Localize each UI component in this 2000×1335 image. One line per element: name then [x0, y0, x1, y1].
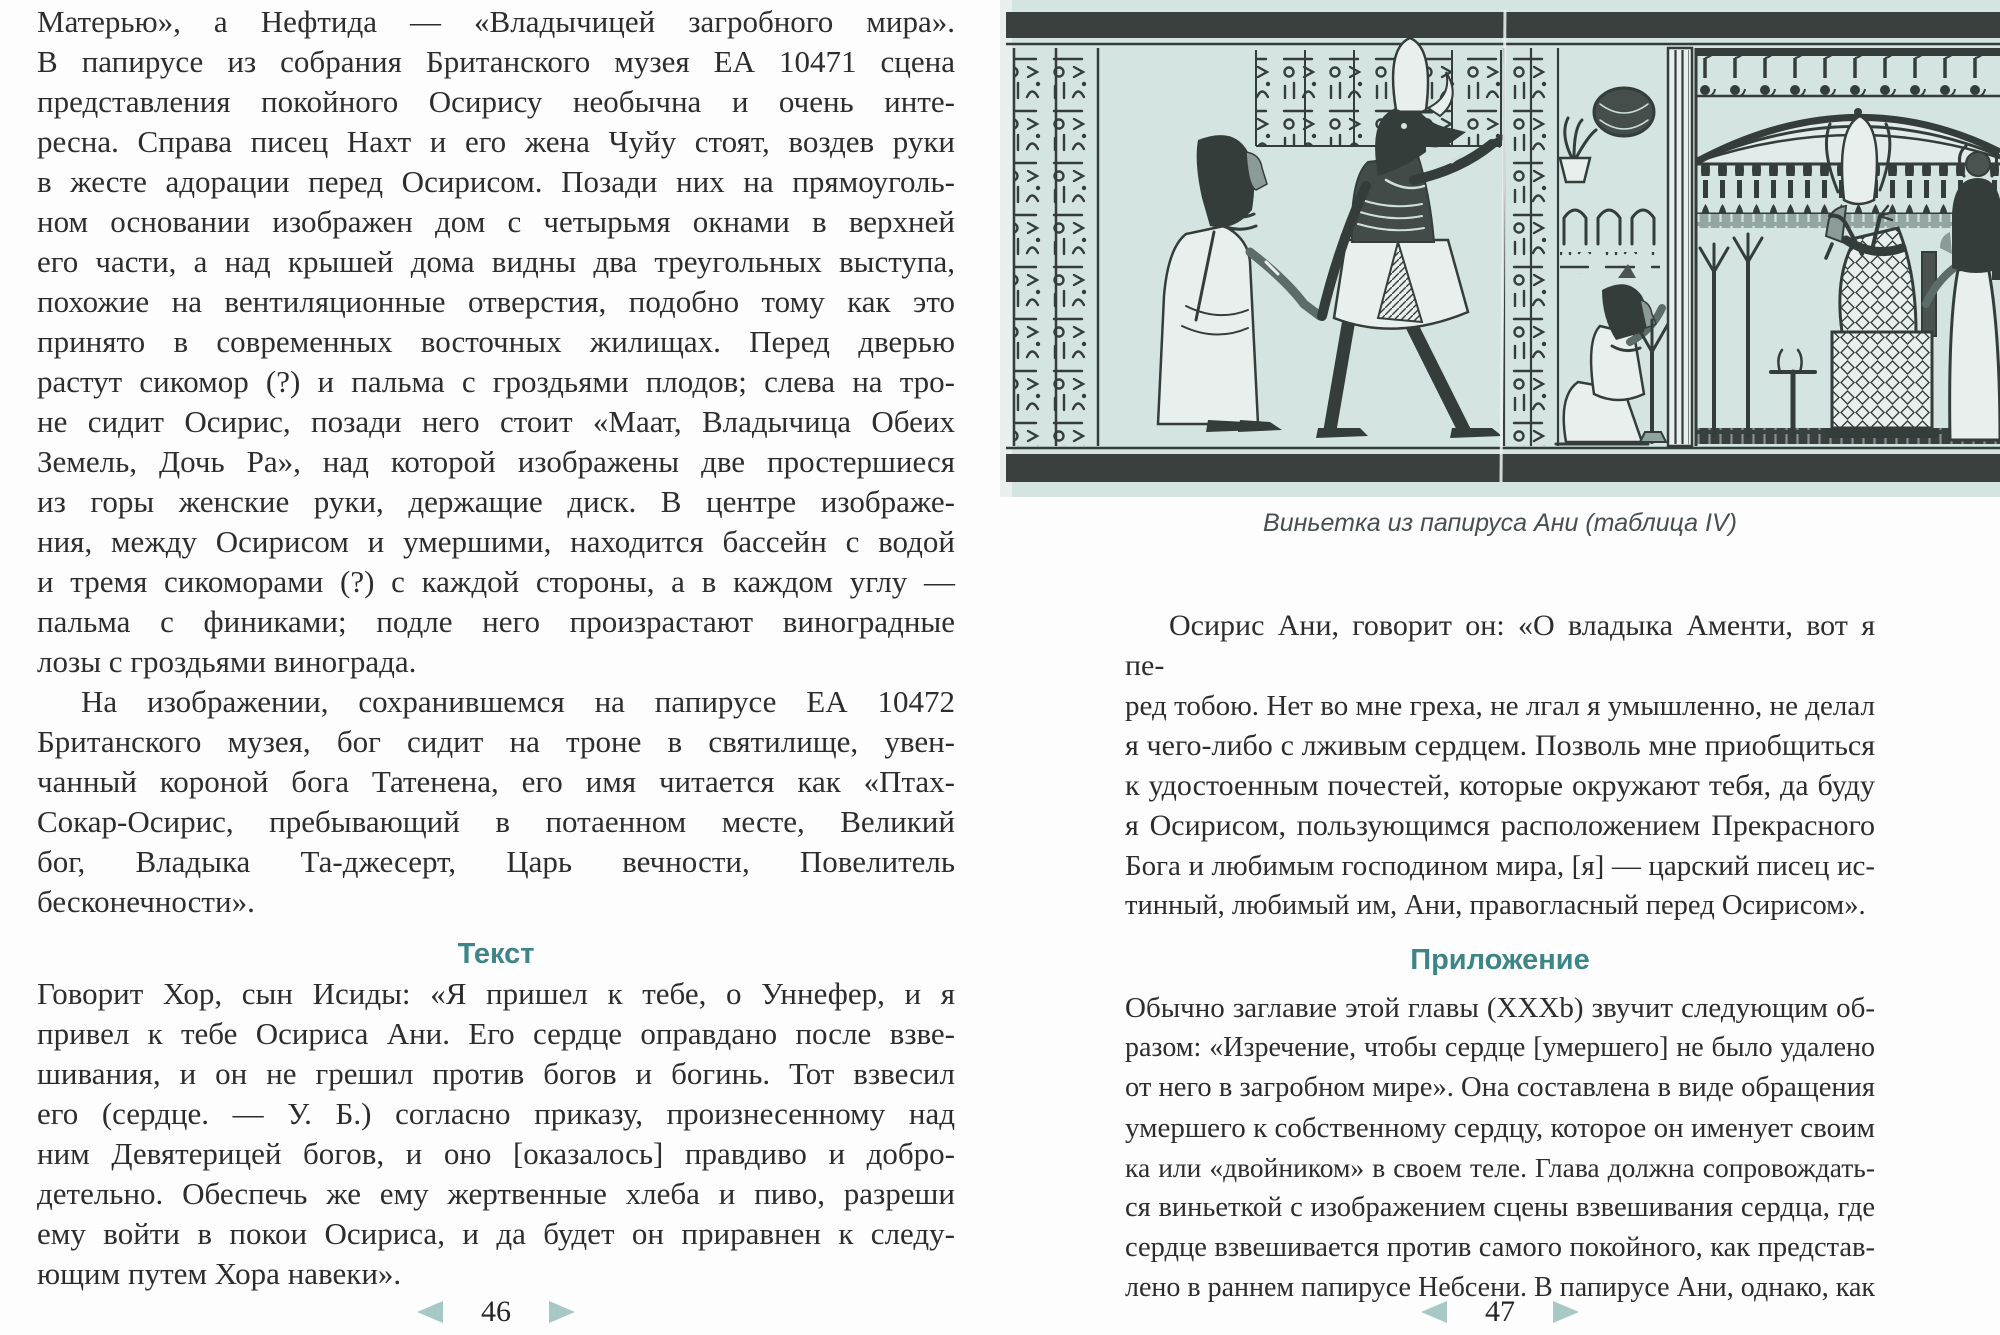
papyrus-vignette-svg: [1000, 0, 2000, 497]
figure-caption: Виньетка из папируса Ани (таблица IV): [1263, 509, 1737, 537]
pager-left: [37, 1295, 955, 1329]
text-line: ему войти в покои Осириса, и да будет он приравнен к следу-: [37, 1216, 955, 1251]
text-line: я чего-либо с лживым сердцем. Позволь мне приобщиться: [1125, 729, 1875, 762]
text-line: В папирусе из собрания Британского музея ЕА 10471 сцена: [37, 44, 955, 79]
pager-right: [1125, 1295, 1875, 1329]
text-line: ред тобою. Нет во мне греха, не лгал я умышленно, не делал: [1125, 690, 1875, 722]
prev-page-icon[interactable]: [417, 1301, 443, 1323]
text-line: к удостоенным почестей, которые окружают тебя, да буду: [1125, 769, 1875, 802]
text-line: лено в раннем папирусе Небсени. В папирусе Ани, однако, как: [1125, 1272, 1875, 1303]
text-line: его (сердце. — У. Б.) согласно приказу, произнесенному над: [37, 1096, 955, 1131]
text-line: Обычно заглавие этой главы (XXXb) звучит следующим об-: [1125, 992, 1875, 1024]
text-line: представления покойного Осирису необычна и очень инте-: [37, 84, 955, 119]
text-line: На изображении, сохранившемся на папирусе ЕА 10472: [81, 684, 955, 719]
text-line: растут сикомор (?) и пальма с гроздьями плодов; слева на тро-: [37, 364, 955, 399]
text-line: ресна. Справа писец Нахт и его жена Чуйу стоят, воздев руки: [37, 124, 955, 159]
text-line: сердце взвешивается против самого покойного, как представ-: [1125, 1232, 1875, 1263]
text-line: разом: «Изречение, чтобы сердце [умершего] не было удалено: [1125, 1032, 1875, 1063]
text-line: ним Девятерицей богов, и оно [оказалось] правдиво и добро-: [37, 1136, 955, 1171]
text-line: ющим путем Хора навеки».: [37, 1256, 402, 1291]
text-line: ном основании изображен дом с четырьмя окнами в верхней: [37, 204, 955, 239]
page-number-right: 47: [1485, 1295, 1515, 1328]
shrine-column: [1668, 48, 1692, 446]
text-line: Британского музея, бог сидит на троне в святилище, увен-: [37, 724, 955, 759]
next-page-icon[interactable]: [1553, 1301, 1579, 1323]
text-line: привел к тебе Осириса Ани. Его сердце оправдано после взве-: [37, 1016, 955, 1051]
paragraph: [1125, 606, 1875, 926]
text-line: от него в загробном мире». Она составлена в виде обращения: [1125, 1072, 1875, 1103]
papyrus-top-band: [1006, 12, 2000, 38]
section-heading-text: Текст: [457, 938, 535, 970]
text-line: Бога и любимым господином мира, [я] — царский писец ис-: [1125, 850, 1875, 882]
text-line: его части, а над крышей дома видны два треугольных выступа,: [37, 244, 955, 279]
text-line: бог, Владыка Та-джесерт, Царь вечности, Повелитель: [37, 844, 955, 879]
text-line: ка или «двойником» в своем теле. Глава должна сопровождать-: [1125, 1152, 1875, 1183]
text-line: в жесте адорации перед Осирисом. Позади них на прямоуголь-: [37, 164, 955, 199]
text-line: и тремя сикоморами (?) с каждой стороны, а в каждом углу —: [37, 564, 955, 599]
page-number-left: 46: [481, 1295, 511, 1328]
text-line: похожие на вентиляционные отверстия, подобно тому как это: [37, 284, 955, 319]
papyrus-bottom-band: [1006, 454, 2000, 482]
text-line: я Осирисом, пользующимся расположением Прекрасного: [1125, 809, 1875, 842]
uraei-frieze: [1696, 56, 2000, 96]
text-line: ся виньеткой с изображением сцены взвешивания сердца, где: [1125, 1192, 1875, 1223]
text-line: детельно. Обеспечь же ему жертвенные хлеба и пиво, разреши: [37, 1176, 955, 1211]
papyrus-vignette: [1000, 0, 2000, 497]
text-line: не сидит Осирис, позади него стоит «Маат, Владычица Обеих: [37, 404, 955, 439]
section-heading-appendix: Приложение: [1410, 944, 1590, 976]
text-line: чанный короной бога Татенена, его имя читается как «Птах-: [37, 764, 955, 799]
paragraph: [37, 2, 955, 682]
paragraph: [37, 974, 955, 1294]
text-line: принято в современных восточных жилищах. Перед дверью: [37, 324, 955, 359]
text-line: умершего к собственному сердцу, которое он именует своим: [1125, 1112, 1875, 1144]
hieroglyph-columns-middle: [1504, 48, 1558, 446]
left-page-text: [37, 2, 955, 1294]
text-line: пальма с финиками; подле него произрастают виноградные: [37, 604, 955, 639]
text-line: Говорит Хор, сын Исиды: «Я пришел к тебе, о Уннефер, и я: [37, 976, 955, 1011]
prev-page-icon[interactable]: [1421, 1301, 1447, 1323]
paragraph: [37, 682, 955, 922]
text-line: лозы с гроздьями винограда.: [37, 644, 417, 679]
text-line: Земель, Дочь Ра», над которой изображены две простершиеся: [37, 444, 955, 479]
text-line: ния, между Осирисом и умершими, находится бассейн с водой: [37, 524, 955, 559]
text-line: бесконечности».: [37, 884, 255, 919]
text-line: Сокар-Осирис, пребывающий в потаенном месте, Великий: [37, 804, 955, 839]
paragraph: [1125, 988, 1875, 1308]
text-line: Осирис Ани, говорит он: «О владыка Аменти, вот я пе-: [1125, 609, 1875, 682]
next-page-icon[interactable]: [549, 1301, 575, 1323]
text-line: из горы женские руки, держащие диск. В центре изображе-: [37, 484, 955, 519]
right-page-text: [1125, 606, 1875, 1308]
text-line: Матерью», а Нефтида — «Владычицей загробного мира».: [37, 4, 955, 39]
hieroglyph-columns-left: [1014, 48, 1098, 446]
text-line: тинный, любимый им, Ани, правогласный перед Осирисом».: [1125, 890, 1866, 921]
text-line: шивания, и он не грешил против богов и богинь. Тот взвесил: [37, 1056, 955, 1091]
